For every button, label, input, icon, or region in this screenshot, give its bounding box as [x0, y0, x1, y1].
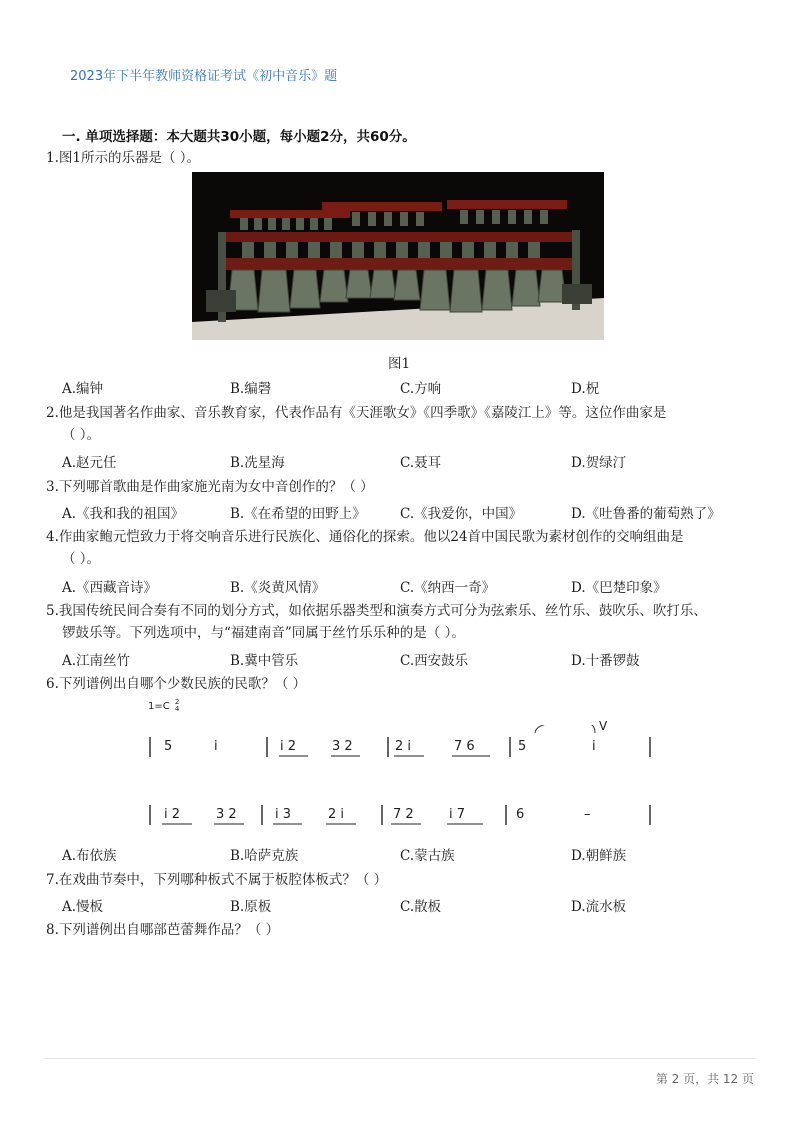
question-2-stem-line1: 2.他是我国著名作曲家、音乐教育家，代表作品有《天涯歌女》《四季歌》《嘉陵江上》等。这位作曲家是 — [46, 405, 667, 421]
note: 5 — [518, 739, 527, 754]
q2-option-b[interactable]: B.冼星海 — [230, 455, 285, 471]
question-6-stem: 6.下列谱例出自哪个少数民族的民歌？（ ） — [46, 676, 307, 692]
note: 2 i — [395, 739, 412, 754]
q5-option-a[interactable]: A.江南丝竹 — [62, 653, 131, 669]
q2-option-c[interactable]: C.聂耳 — [400, 455, 442, 471]
question-3-stem: 3.下列哪首歌曲是作曲家施光南为女中音创作的？（ ） — [46, 479, 374, 495]
q2-option-a[interactable]: A.赵元任 — [62, 455, 117, 471]
q3-option-c[interactable]: C.《我爱你，中国》 — [400, 506, 523, 522]
q1-option-b[interactable]: B.编磬 — [230, 381, 272, 397]
q1-option-c[interactable]: C.方响 — [400, 381, 442, 397]
q4-option-d[interactable]: D.《巴楚印象》 — [571, 580, 667, 596]
q4-option-a[interactable]: A.《西藏音诗》 — [62, 580, 158, 596]
note: 5 — [164, 739, 173, 754]
q5-option-b[interactable]: B.冀中管乐 — [230, 653, 299, 669]
q5-option-c[interactable]: C.西安鼓乐 — [400, 653, 469, 669]
key-signature — [148, 699, 179, 713]
note: 7 6 — [454, 739, 475, 754]
note: i 2 — [164, 807, 181, 822]
page-number: 第 2 页，共 12 页 — [655, 1072, 754, 1086]
q5-option-d[interactable]: D.十番锣鼓 — [571, 653, 640, 669]
q7-option-d[interactable]: D.流水板 — [571, 899, 627, 915]
question-1-stem: 1.图1所示的乐器是（ ）。 — [46, 150, 201, 166]
q7-option-b[interactable]: B.原板 — [230, 899, 272, 915]
question-5-stem-line2: 锣鼓乐等。下列选项中，与“福建南音”同属于丝竹乐乐种的是（ ）。 — [62, 625, 465, 641]
q4-option-c[interactable]: C.《纳西一奇》 — [400, 580, 496, 596]
time-signature: 2 4 — [174, 698, 180, 713]
footer-divider — [44, 1058, 756, 1059]
q7-option-c[interactable]: C.散板 — [400, 899, 442, 915]
q1-option-a[interactable]: A.编钟 — [62, 381, 104, 397]
note: – — [584, 807, 591, 822]
q6-option-b[interactable]: B.哈萨克族 — [230, 848, 299, 864]
q4-option-b[interactable]: B.《炎黄风情》 — [230, 580, 326, 596]
exam-title: 2023年下半年教师资格证考试《初中音乐》题 — [70, 69, 338, 84]
note: i 3 — [275, 807, 292, 822]
score-line-2 — [140, 795, 660, 835]
question-5-stem-line1: 5.我国传统民间合奏有不同的划分方式，如依据乐器类型和演奏方式可分为弦索乐、丝竹乐、鼓吹乐、吹打乐、 — [46, 603, 707, 619]
note: i — [592, 739, 596, 754]
q1-option-d[interactable]: D.柷 — [571, 381, 600, 397]
note: i 2 — [280, 739, 297, 754]
q6-option-a[interactable]: A.布依族 — [62, 848, 117, 864]
bianzhong-illustration — [192, 172, 604, 340]
question-7-stem: 7.在戏曲节奏中，下列哪种板式不属于板腔体板式？（ ） — [46, 872, 388, 888]
note: 2 i — [328, 807, 345, 822]
question-8-stem: 8.下列谱例出自哪部芭蕾舞作品？（ ） — [46, 922, 280, 938]
note: 6 — [516, 807, 525, 822]
key-label: 1=C — [148, 701, 170, 712]
question-4-stem-line1: 4.作曲家鲍元恺致力于将交响音乐进行民族化、通俗化的探索。他以24首中国民歌为素材创作的交响组曲是 — [46, 529, 684, 545]
question-4-stem-line2: （ ）。 — [62, 551, 101, 567]
note: 7 2 — [393, 807, 414, 822]
note: 3 2 — [332, 739, 353, 754]
question-2-stem-line2: （ ）。 — [62, 427, 101, 443]
score-line-1 — [140, 719, 660, 775]
note: 3 2 — [216, 807, 237, 822]
note: i — [214, 739, 218, 754]
q3-option-a[interactable]: A.《我和我的祖国》 — [62, 506, 185, 522]
q3-option-b[interactable]: B.《在希望的田野上》 — [230, 506, 366, 522]
note: i 7 — [449, 807, 466, 822]
q7-option-a[interactable]: A.慢板 — [62, 899, 104, 915]
bianzhong-photo — [192, 172, 604, 340]
figure-caption: 图1 — [388, 356, 411, 372]
q6-option-d[interactable]: D.朝鲜族 — [571, 848, 627, 864]
section-heading: 一. 单项选择题：本大题共30小题，每小题2分，共60分。 — [62, 129, 416, 145]
breath-mark: V — [599, 719, 608, 733]
q6-option-c[interactable]: C.蒙古族 — [400, 848, 455, 864]
q2-option-d[interactable]: D.贺绿汀 — [571, 455, 627, 471]
q3-option-d[interactable]: D.《吐鲁番的葡萄熟了》 — [571, 506, 721, 522]
